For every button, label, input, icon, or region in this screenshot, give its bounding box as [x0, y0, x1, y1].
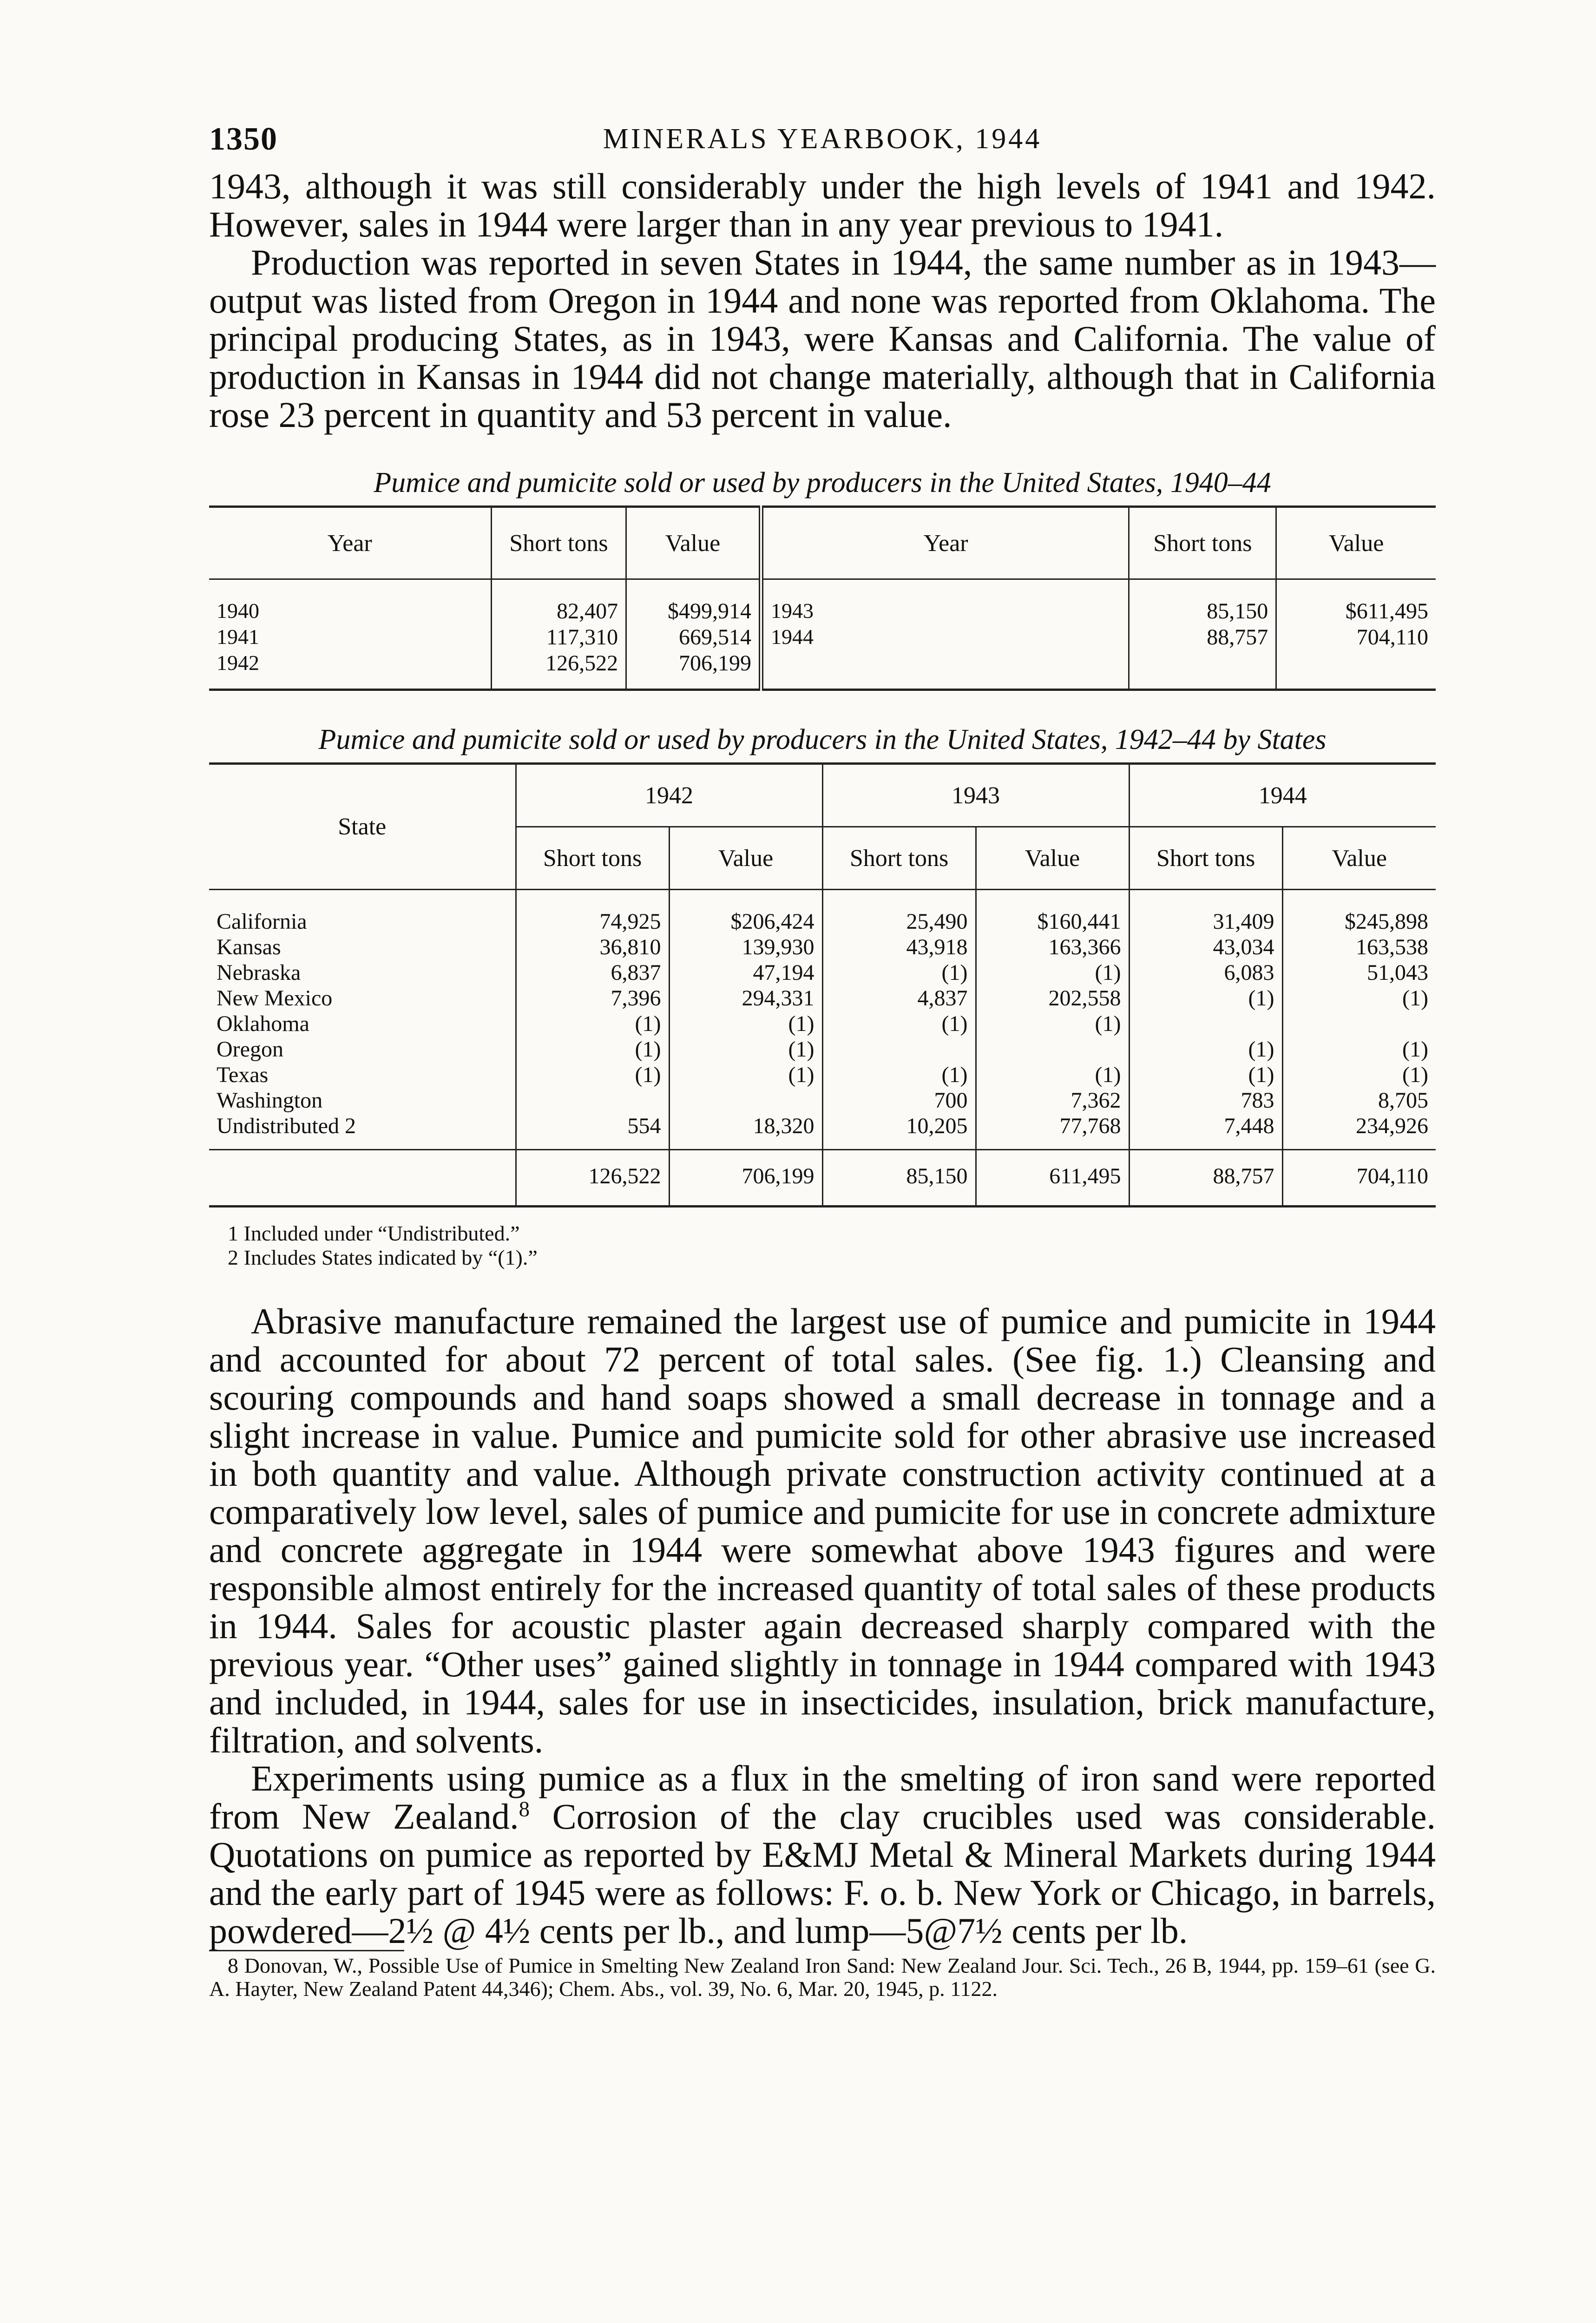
col-header-value: Value [1276, 507, 1436, 579]
tons-cell: 82,407 [491, 579, 626, 625]
total-label-cell [209, 1150, 516, 1207]
tons-cell: 117,310 [491, 624, 626, 650]
col-header-value: Value [669, 827, 822, 890]
table-sales-by-year [209, 505, 1436, 691]
table-row [209, 1113, 1436, 1150]
table-row [209, 1037, 1436, 1062]
state-rows [209, 890, 1436, 1207]
value-cell [1276, 650, 1436, 690]
value-cell: $245,898 [1282, 890, 1436, 935]
value-cell: (1) [976, 1011, 1129, 1037]
tons-cell [822, 1037, 976, 1062]
table-row [209, 890, 1436, 935]
year-cell: 1943 [761, 579, 1129, 625]
paragraph-4-text-a: Experiments using pumice as a flux in the smelting of iron sand were reported from New Zealand. [209, 1758, 1436, 1837]
footnote-8: 8 Donovan, W., Possible Use of Pumice in Smelting New Zealand Iron Sand: New Zealand Jour. Sci. Tech., 26 B, 1944, pp. 159–61 (see G. A. Hayter, New Zealand Patent 44,346); Chem. Abs., vol. 39, No. 6, Mar. 20, 1945, p. 1122. [209, 1954, 1436, 2001]
total-row [209, 1150, 1436, 1207]
tons-cell [1129, 1011, 1282, 1037]
tons-cell: 7,448 [1129, 1113, 1282, 1150]
tons-cell: 4,837 [822, 985, 976, 1011]
value-cell [1282, 1011, 1436, 1037]
value-cell: 18,320 [669, 1113, 822, 1150]
col-header-value: Value [976, 827, 1129, 890]
tons-cell: 10,205 [822, 1113, 976, 1150]
tons-cell: 31,409 [1129, 890, 1282, 935]
tons-cell: 126,522 [491, 650, 626, 690]
value-cell: 8,705 [1282, 1088, 1436, 1113]
table-row [209, 985, 1436, 1011]
value-cell: 704,110 [1276, 624, 1436, 650]
tons-cell: (1) [1129, 1062, 1282, 1088]
tons-cell: 700 [822, 1088, 976, 1113]
col-header-short-tons: Short tons [1129, 827, 1282, 890]
footnote-2: 2 Includes States indicated by “(1).” [228, 1246, 538, 1269]
total-cell: 706,199 [669, 1150, 822, 1207]
value-cell: (1) [669, 1062, 822, 1088]
value-cell: (1) [976, 1062, 1129, 1088]
value-cell: 234,926 [1282, 1113, 1436, 1150]
tons-cell: 43,034 [1129, 934, 1282, 960]
tons-cell: 43,918 [822, 934, 976, 960]
tons-cell: 6,837 [516, 960, 669, 985]
tons-cell: (1) [516, 1062, 669, 1088]
col-header-short-tons: Short tons [1129, 507, 1276, 579]
tons-cell: (1) [822, 960, 976, 985]
paragraph-1: 1943, although it was still considerably under the high levels of 1941 and 1942. However, sales in 1944 were larger than in any year previous to 1941. [209, 166, 1436, 244]
tons-cell: 554 [516, 1113, 669, 1150]
page [209, 116, 1436, 2001]
value-cell: $160,441 [976, 890, 1129, 935]
total-cell: 126,522 [516, 1150, 669, 1207]
table-row [209, 934, 1436, 960]
col-header-state: State [209, 764, 516, 890]
table-row [209, 579, 1436, 625]
paragraph-4 [209, 1759, 1436, 1950]
state-cell: Oregon [217, 1037, 283, 1062]
value-cell: 669,514 [626, 624, 761, 650]
footnote-ref-8: 8 [519, 1797, 530, 1821]
value-cell: 163,366 [976, 934, 1129, 960]
tons-cell: 783 [1129, 1088, 1282, 1113]
table-row [209, 1088, 1436, 1113]
state-cell: Texas [217, 1063, 269, 1087]
col-header-short-tons: Short tons [516, 827, 669, 890]
tons-cell [1129, 650, 1276, 690]
tons-cell [516, 1088, 669, 1113]
value-cell: $206,424 [669, 890, 822, 935]
value-cell: 163,538 [1282, 934, 1436, 960]
state-cell: Washington [217, 1088, 323, 1113]
tons-cell: 74,925 [516, 890, 669, 935]
col-header-1944: 1944 [1129, 764, 1436, 827]
total-cell: 611,495 [976, 1150, 1129, 1207]
tons-cell: 85,150 [1129, 579, 1276, 625]
table-sales-by-state [209, 762, 1436, 1207]
page-number: 1350 [209, 121, 278, 157]
col-header-year: Year [209, 507, 491, 579]
total-cell: 85,150 [822, 1150, 976, 1207]
col-header-value: Value [1282, 827, 1436, 890]
value-cell [976, 1037, 1129, 1062]
table1-caption: Pumice and pumicite sold or used by producers in the United States, 1940–44 [374, 467, 1271, 499]
value-cell: (1) [1282, 985, 1436, 1011]
value-cell: $499,914 [626, 579, 761, 625]
tons-cell: 88,757 [1129, 624, 1276, 650]
col-header-year: Year [761, 507, 1129, 579]
state-cell: Oklahoma [217, 1011, 309, 1036]
total-cell: 88,757 [1129, 1150, 1282, 1207]
table-row [209, 624, 1436, 650]
value-cell: 51,043 [1282, 960, 1436, 985]
value-cell: $611,495 [1276, 579, 1436, 625]
tons-cell: (1) [1129, 985, 1282, 1011]
tons-cell: 36,810 [516, 934, 669, 960]
value-cell: 139,930 [669, 934, 822, 960]
running-title: MINERALS YEARBOOK, 1944 [603, 123, 1042, 155]
col-header-value: Value [626, 507, 761, 579]
state-cell: Undistributed 2 [217, 1114, 356, 1138]
year-cell: 1942 [217, 651, 259, 675]
col-header-short-tons: Short tons [491, 507, 626, 579]
running-header [209, 116, 1436, 167]
col-header-short-tons: Short tons [822, 827, 976, 890]
year-cell: 1944 [761, 624, 1129, 650]
footnote-1: 1 Included under “Undistributed.” [228, 1221, 520, 1245]
tons-cell: (1) [1129, 1037, 1282, 1062]
value-cell: 706,199 [626, 650, 761, 690]
paragraph-3: Abrasive manufacture remained the largest use of pumice and pumicite in 1944 and accounted for about 72 percent of total sales. (See fig. 1.) Cleansing and scouring compounds and hand soaps showed a small decrease in tonnage and a slight increase in value. Pumice and pumicite sold for other abrasive use increased in both quantity and value. Although private construction activity continued at a comparatively low level, sales of pumice and pumicite for use in concrete admixture and concrete aggregate in 1944 were somewhat above 1943 figures and were responsible almost entirely for the increased quantity of total sales of these products in 1944. Sales for acoustic plaster again decreased sharply compared with the previous year. “Other uses” gained slightly in tonnage in 1944 compared with 1943 and included, in 1944, sales for use in insecticides, insulation, brick manufacture, filtration, and solvents. [209, 1301, 1436, 1760]
table-row [209, 1062, 1436, 1088]
paragraph-2: Production was reported in seven States in 1944, the same number as in 1943—output was listed from Oregon in 1944 and none was reported from Oklahoma. The principal producing States, as in 1943, were Kansas and California. The value of production in Kansas in 1944 did not change materially, although that in California rose 23 percent in quantity and 53 percent in value. [209, 242, 1436, 435]
table-row [209, 960, 1436, 985]
table-footnotes [209, 1221, 1436, 1270]
col-header-1943: 1943 [822, 764, 1129, 827]
col-header-1942: 1942 [516, 764, 822, 827]
value-cell: 294,331 [669, 985, 822, 1011]
total-cell: 704,110 [1282, 1150, 1436, 1207]
year-cell [761, 650, 1129, 690]
tons-cell: (1) [516, 1011, 669, 1037]
state-cell: Kansas [217, 935, 281, 959]
value-cell: 47,194 [669, 960, 822, 985]
value-cell: 202,558 [976, 985, 1129, 1011]
tons-cell: 7,396 [516, 985, 669, 1011]
value-cell [669, 1088, 822, 1113]
table2-caption: Pumice and pumicite sold or used by producers in the United States, 1942–44 by States [318, 724, 1327, 755]
value-cell: (1) [669, 1037, 822, 1062]
state-cell: California [217, 909, 307, 934]
table-row [209, 650, 1436, 690]
year-cell: 1940 [217, 599, 259, 623]
tons-cell: (1) [516, 1037, 669, 1062]
table-row [209, 1011, 1436, 1037]
tons-cell: (1) [822, 1011, 976, 1037]
value-cell: (1) [669, 1011, 822, 1037]
tons-cell: (1) [822, 1062, 976, 1088]
state-cell: Nebraska [217, 960, 301, 985]
year-cell: 1941 [217, 625, 259, 649]
value-cell: (1) [1282, 1037, 1436, 1062]
tons-cell: 25,490 [822, 890, 976, 935]
value-cell: (1) [976, 960, 1129, 985]
paragraph-4-text-b: Corrosion of the clay crucibles used was considerable. Quotations on pumice as reported by E&MJ Metal & Mineral Markets during 1944 and the early part of 1945 were as follows: F. o. b. New York or Chicago, in barrels, powdered—2½ @ 4½ cents per lb., and lump—5@7½ cents per lb. [209, 1796, 1436, 1951]
state-cell: New Mexico [217, 986, 333, 1011]
value-cell: 77,768 [976, 1113, 1129, 1150]
value-cell: (1) [1282, 1062, 1436, 1088]
value-cell: 7,362 [976, 1088, 1129, 1113]
tons-cell: 6,083 [1129, 960, 1282, 985]
